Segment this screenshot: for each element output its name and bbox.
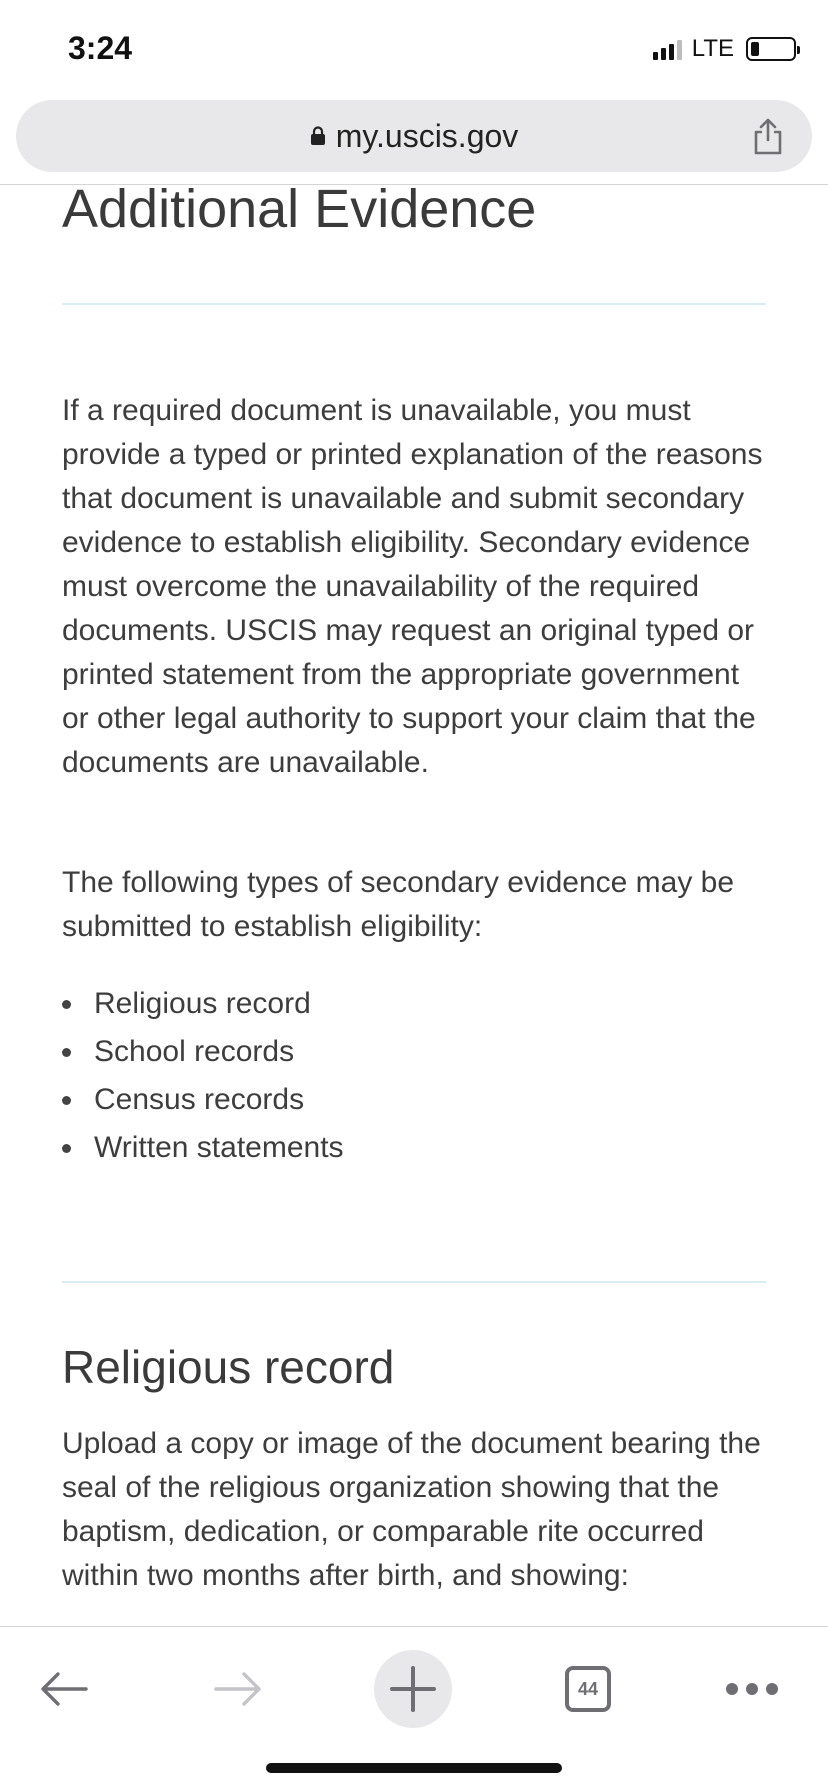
battery-icon bbox=[746, 37, 796, 61]
section-divider bbox=[62, 1281, 766, 1283]
address-bar[interactable] bbox=[16, 100, 812, 172]
network-label: LTE bbox=[691, 35, 734, 62]
lock-icon bbox=[310, 126, 326, 146]
list-item: Written statements bbox=[62, 1124, 766, 1172]
section-paragraph: Upload a copy or image of the document bearing the seal of the religious organization showing that the baptism, dedication, or comparable rite occurred within two months after birth, and showing: bbox=[62, 1427, 761, 1592]
tab-count: 44 bbox=[577, 1678, 599, 1699]
new-tab-button[interactable] bbox=[374, 1650, 452, 1728]
share-icon[interactable] bbox=[750, 116, 786, 156]
status-bar bbox=[0, 0, 828, 100]
page-title: Additional Evidence bbox=[62, 179, 537, 239]
tabs-button[interactable] bbox=[548, 1649, 628, 1729]
tabs-icon bbox=[565, 1666, 611, 1712]
list-item: School records bbox=[62, 1028, 766, 1076]
more-button[interactable] bbox=[712, 1649, 792, 1729]
back-button[interactable] bbox=[24, 1649, 104, 1729]
arrow-right-icon bbox=[212, 1669, 264, 1709]
signal-icon bbox=[653, 38, 682, 60]
list-item: Religious record bbox=[62, 980, 766, 1028]
forward-button[interactable] bbox=[198, 1649, 278, 1729]
browser-toolbar bbox=[0, 1626, 828, 1792]
more-icon bbox=[726, 1683, 778, 1695]
status-time: 3:24 bbox=[68, 30, 133, 66]
arrow-left-icon bbox=[38, 1669, 90, 1709]
status-indicators bbox=[653, 34, 796, 64]
section-title: Religious record bbox=[62, 1341, 395, 1393]
section-divider bbox=[62, 303, 766, 305]
evidence-list bbox=[62, 980, 766, 1172]
intro-paragraph: If a required document is unavailable, you must provide a typed or printed explanation of the reasons that document is unavailable and submit secondary evidence to establish eligibility. Secondary evidence must overcome the unavailability of the required documents. USCIS may request an original typed or printed statement from the appropriate government or other legal authority to support your claim that the documents are unavailable. bbox=[62, 394, 763, 779]
url-display[interactable] bbox=[16, 100, 812, 172]
plus-icon bbox=[389, 1665, 437, 1713]
url-text: my.uscis.gov bbox=[335, 117, 519, 154]
home-indicator bbox=[266, 1763, 562, 1773]
list-item: Census records bbox=[62, 1076, 766, 1124]
list-intro-paragraph: The following types of secondary evidence may be submitted to establish eligibility: bbox=[62, 866, 735, 943]
